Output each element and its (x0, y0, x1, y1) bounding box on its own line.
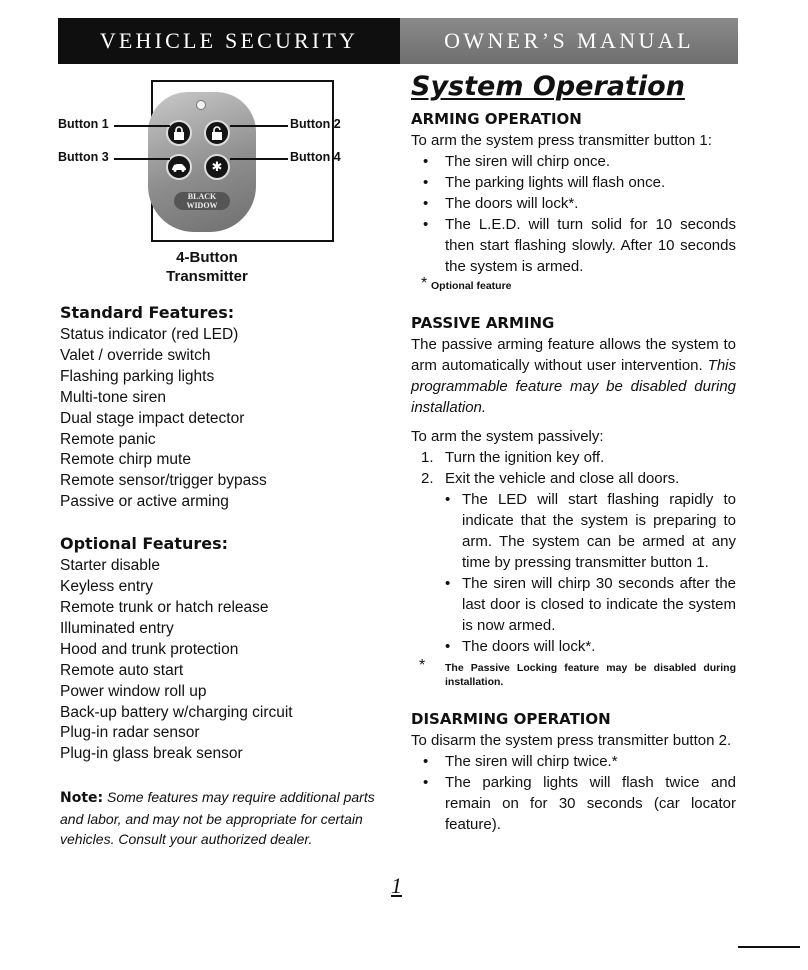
list-item: • The LED will start flashing rapidly to indicate that the system is preparing to arm. The system can be armed at any time by pressing transmitter button 1. (411, 489, 736, 573)
step-text: Exit the vehicle and close all doors. (445, 470, 680, 487)
note-paragraph (60, 787, 380, 850)
passive-arming-heading: PASSIVE ARMING (411, 314, 555, 332)
passive-intro-text: The passive arming feature allows the system to arm automatically without user intervention. (411, 336, 736, 374)
optional-features-list (60, 556, 380, 765)
system-operation-column (411, 70, 736, 835)
brand-line-2: WIDOW (186, 201, 218, 210)
list-item: • The siren will chirp twice.* (411, 751, 736, 772)
unlock-icon (204, 120, 230, 146)
footnote-star: * (419, 657, 426, 674)
list-item: Illuminated entry (60, 619, 174, 637)
optional-features-heading: Optional Features: (60, 534, 229, 554)
passive-footnote-text: The Passive Locking feature may be disabled during installation. (445, 662, 736, 688)
list-item: Keyless entry (60, 578, 154, 596)
list-item: Status indicator (red LED) (60, 326, 239, 343)
list-item: Valet / override switch (60, 346, 211, 364)
transmitter-figure (58, 80, 348, 290)
brand-logo (174, 192, 230, 210)
note-text: Some features may require additional parts and labor, and may not be appropriate for certain vehicles. Consult your authorized dealer. (60, 789, 375, 847)
standard-features-list (60, 325, 380, 513)
disarming-heading: DISARMING OPERATION (411, 710, 611, 728)
list-item: • The parking lights will flash twice and remain on for 30 seconds (car locator feature). (411, 772, 736, 835)
list-item: Flashing parking lights (60, 367, 215, 385)
list-item: Remote sensor/trigger bypass (60, 472, 267, 490)
caption-line-1: 4-Button (176, 249, 238, 266)
header-left-title: VEHICLE SECURITY (58, 18, 400, 64)
button-3-label: Button 3 (58, 150, 109, 164)
button-2-leader (230, 125, 288, 127)
list-item (411, 468, 736, 489)
list-item: • The doors will lock*. (411, 636, 736, 657)
step-number: 2. (421, 470, 434, 487)
list-item: Multi-tone siren (60, 388, 166, 406)
button-1-label: Button 1 (58, 117, 109, 131)
list-item: • The L.E.D. will turn solid for 10 seconds then start flashing slowly. After 10 seconds the system is armed. (411, 214, 736, 277)
list-item: • The siren will chirp 30 seconds after the last door is closed to indicate the system is now armed. (411, 573, 736, 636)
asterisk-icon: ✱ (204, 154, 230, 180)
arming-heading: ARMING OPERATION (411, 110, 582, 128)
page-title: System Operation (411, 71, 685, 102)
corner-rule (738, 946, 800, 948)
standard-features-heading: Standard Features: (60, 303, 235, 322)
list-item: Remote panic (60, 430, 156, 448)
list-item: Plug-in glass break sensor (60, 745, 243, 763)
list-item: Power window roll up (60, 682, 207, 700)
step-number: 1. (421, 449, 434, 466)
arming-intro: To arm the system press transmitter button 1: (411, 132, 712, 149)
header-bar (58, 18, 738, 64)
list-item (411, 447, 736, 468)
footnote-star: * (421, 275, 428, 292)
list-item: Remote trunk or hatch release (60, 598, 269, 616)
caption-line-2: Transmitter (166, 268, 248, 285)
button-4-label: Button 4 (290, 150, 341, 164)
led-indicator (196, 100, 206, 110)
step-text: Turn the ignition key off. (445, 449, 605, 466)
list-item: Remote chirp mute (60, 451, 191, 469)
list-item: Hood and trunk protection (60, 640, 239, 658)
passive-intro (411, 334, 736, 418)
brand-line-1: BLACK (187, 192, 217, 201)
features-column (60, 303, 380, 765)
note-label: Note: (60, 790, 104, 806)
button-2-label: Button 2 (290, 117, 341, 131)
arming-footnote (421, 275, 736, 293)
figure-caption (146, 248, 268, 286)
arming-footnote-text: Optional feature (431, 280, 512, 292)
button-4-leader (230, 158, 288, 160)
list-item: Passive or active arming (60, 493, 229, 511)
passive-footnote (411, 657, 736, 689)
list-item: Remote auto start (60, 661, 184, 679)
button-3-leader (114, 158, 170, 160)
list-item: Plug-in radar sensor (60, 724, 200, 742)
list-item: Starter disable (60, 557, 160, 575)
header-right-title: OWNER’S MANUAL (400, 18, 738, 64)
list-item: • The parking lights will flash once. (411, 172, 736, 193)
passive-italic-note: This programmable feature may be disabled during installation. (411, 357, 737, 416)
page-number: 1 (391, 873, 402, 898)
key-fob (148, 92, 256, 232)
button-1-leader (114, 125, 170, 127)
list-item: Dual stage impact detector (60, 409, 245, 427)
list-item: Back-up battery w/charging circuit (60, 703, 293, 721)
list-item: • The doors will lock*. (411, 193, 736, 214)
passive-lead: To arm the system passively: (411, 428, 604, 445)
disarming-intro: To disarm the system press transmitter button 2. (411, 732, 732, 749)
list-item: • The siren will chirp once. (411, 151, 736, 172)
lock-icon (166, 120, 192, 146)
